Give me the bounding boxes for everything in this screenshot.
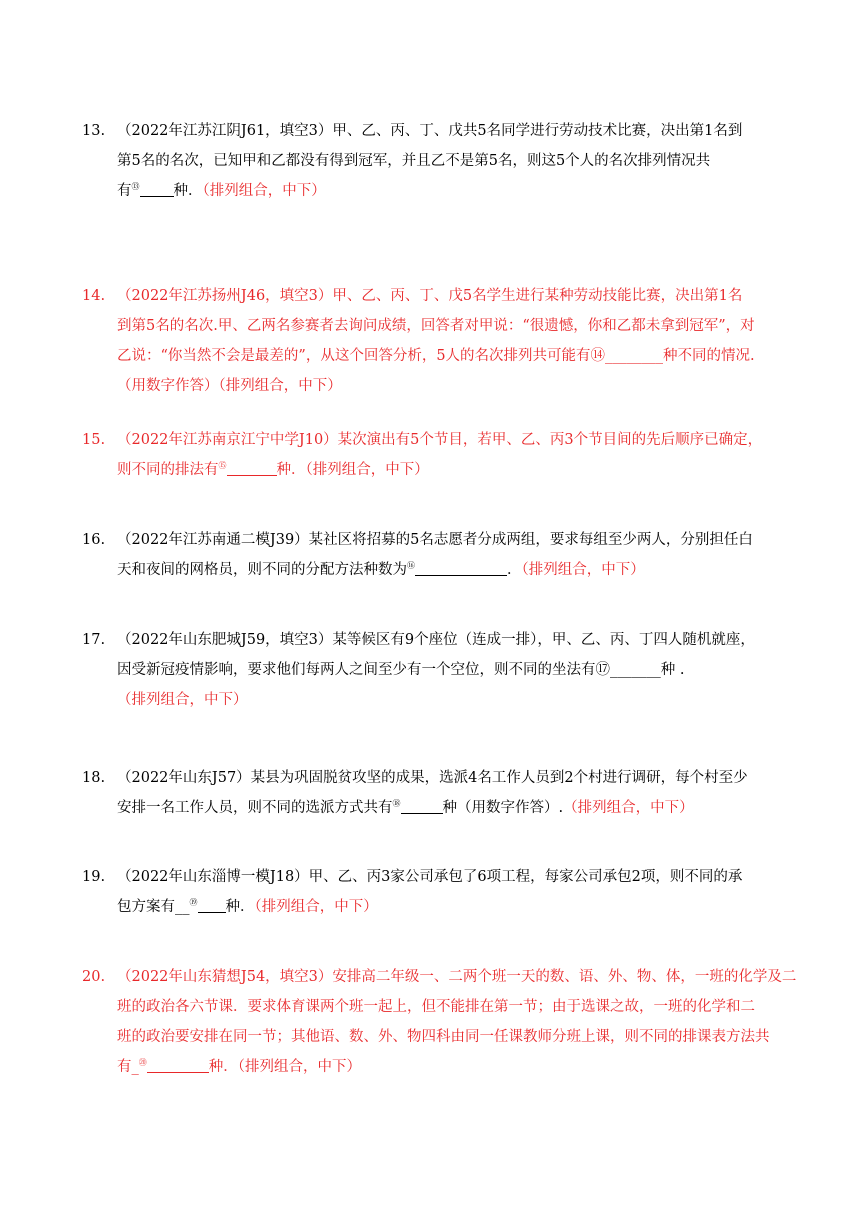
category-tag: （排列组合，中下） (521, 562, 645, 578)
problem-17 (82, 625, 782, 715)
answer-blank (227, 461, 277, 476)
problem-text-line-last (117, 371, 782, 401)
blank-marker: ⑱ (392, 799, 401, 809)
problem-text: 包方案有__ (117, 899, 190, 915)
problem-text: 种． (173, 183, 203, 199)
blank-marker: ⑬ (131, 182, 140, 192)
blank-marker: ⑯ (407, 561, 415, 571)
problem-text-line: 第5名的名次，已知甲和乙都没有得到冠军，并且乙不是第5名，则这5个人的名次排列情况共 (117, 153, 711, 169)
problem-14 (82, 281, 782, 401)
problem-number: 14. (82, 288, 106, 304)
answer-blank (147, 1058, 209, 1073)
problem-18 (82, 763, 782, 823)
category-tag: （排列组合，中下） (218, 378, 342, 394)
problem-text: 安排一名工作人员，则不同的选派方式共有 (117, 800, 393, 816)
problem-text-line: （2022年江苏南通二模J39）某社区将招募的5名志愿者分成两组，要求每组至少两人，分别担任白 (117, 532, 753, 548)
problem-number: 20. (82, 969, 106, 985)
problem-text: 种． (276, 462, 306, 478)
problem-text: ． (507, 562, 522, 578)
answer-blank (415, 561, 507, 576)
problem-13 (82, 116, 782, 206)
problem-text-line-last (117, 555, 782, 585)
problem-text: （用数字作答） (117, 378, 219, 394)
answer-blank (140, 182, 174, 197)
problem-text: 有 (117, 183, 132, 199)
problem-number: 19. (82, 869, 106, 885)
problem-text-line: （2022年江苏江阴J61，填空3）甲、乙、丙、丁、戊共5名同学进行劳动技术比赛，决出第1名到 (117, 123, 743, 139)
problem-text-line: 乙说：“你当然不会是最差的”，从这个回答分析，5人的名次排列共可能有⑭________种不同的情况. (117, 348, 755, 364)
category-tag: （排列组合，中下） (237, 1059, 361, 1075)
problem-number: 18. (82, 770, 106, 786)
problem-20 (82, 962, 797, 1082)
problem-text-line: （2022年江苏南京江宁中学J10）某次演出有5个节目，若甲、乙、丙3个节目间的先后顺序已确定， (117, 432, 763, 448)
problem-text: 种． (208, 1059, 238, 1075)
problem-text: 种（用数字作答）. (442, 800, 564, 816)
problem-number: 17. (82, 632, 106, 648)
category-tag: （排列组合，中下） (254, 899, 378, 915)
problem-number: 15. (82, 432, 106, 448)
problem-19 (82, 862, 782, 922)
problem-text: 则不同的排法有 (117, 462, 219, 478)
category-tag: （排列组合，中下） (563, 800, 694, 816)
problem-text-line: 因受新冠疫情影响，要求他们每两人之间至少有一个空位，则不同的坐法有⑰_______种 . (117, 662, 685, 678)
problem-text: 有_ (117, 1059, 139, 1075)
problem-text-line: 到第5名的名次.甲、乙两名参赛者去询问成绩，回答者对甲说：“很遗憾，你和乙都未拿到冠军”，对 (117, 318, 755, 334)
category-tag: （排列组合，中下） (117, 692, 248, 708)
category-tag: （排列组合，中下） (305, 462, 429, 478)
problem-text: 天和夜间的网格员，则不同的分配方法种数为 (117, 562, 407, 578)
problem-16 (82, 525, 782, 585)
problem-text-line: （2022年山东淄博一模J18）甲、乙、丙3家公司承包了6项工程，每家公司承包2项，则不同的承 (117, 869, 743, 885)
problem-number: 16. (82, 532, 106, 548)
problem-text-line: 班的政治各六节课．要求体育课两个班一起上，但不能排在第一节；由于选课之故，一班的化学和二 (117, 999, 755, 1015)
problem-text-line-last (117, 892, 782, 922)
problem-number: 13. (82, 123, 106, 139)
blank-marker: ⑳ (138, 1058, 147, 1068)
problem-text-line-last (117, 176, 782, 206)
problem-text-line: （2022年山东肥城J59，填空3）某等候区有9个座位（连成一排），甲、乙、丙、丁四人随机就座， (117, 632, 755, 648)
blank-marker: ⑲ (189, 898, 198, 908)
problem-text-line-last (117, 1052, 782, 1082)
problem-text-line: （2022年山东猜想J54，填空3）安排高二年级一、二两个班一天的数、语、外、物、体，一班的化学及二 (117, 969, 797, 985)
problem-15 (82, 425, 782, 485)
problem-text-line-last (117, 793, 782, 823)
problem-text-line: （2022年江苏扬州J46，填空3）甲、乙、丙、丁、戊5名学生进行某种劳动技能比赛，决出第1名 (117, 288, 743, 304)
blank-marker: ⑮ (218, 461, 227, 471)
answer-blank (401, 799, 443, 814)
answer-blank (198, 898, 226, 913)
problem-text: 种． (225, 899, 255, 915)
problem-text-line-last (117, 455, 782, 485)
category-tag: （排列组合，中下） (202, 183, 326, 199)
problem-text-line: 班的政治要安排在同一节；其他语、数、外、物四科由同一任课教师分班上课，则不同的排课表方法共 (117, 1029, 770, 1045)
problem-text-line: （2022年山东J57）某县为巩固脱贫攻坚的成果，选派4名工作人员到2个村进行调研，每个村至少 (117, 770, 748, 786)
